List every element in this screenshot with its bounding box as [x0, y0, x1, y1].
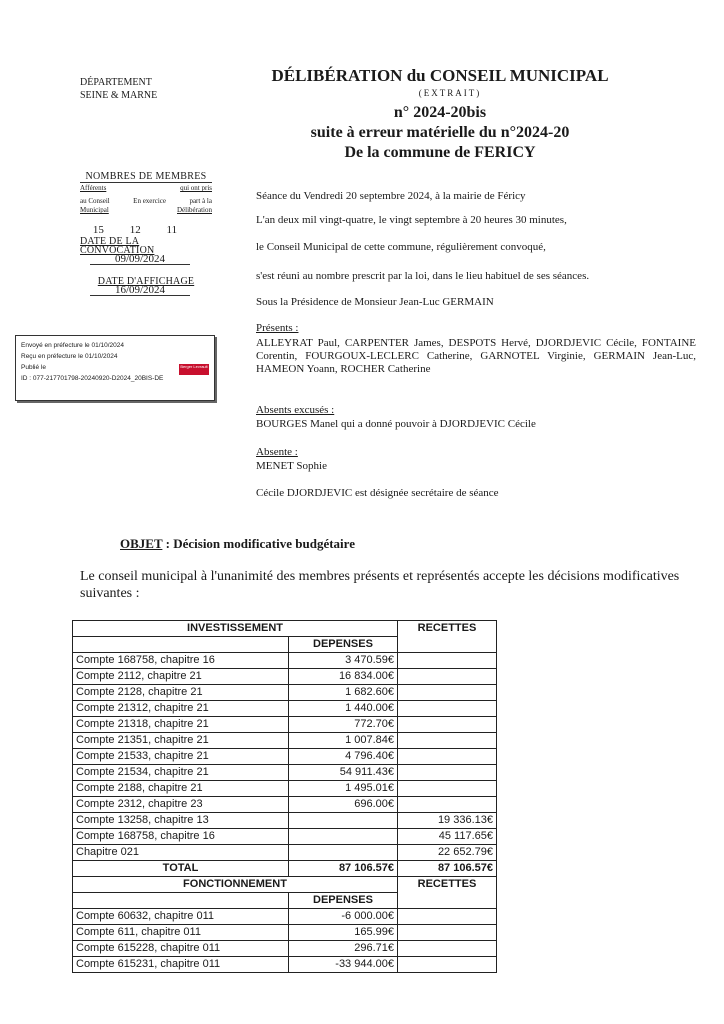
table-row	[73, 749, 497, 765]
recettes-cell	[398, 701, 497, 717]
compte-cell: Compte 21351, chapitre 21	[73, 733, 289, 749]
members-heading: NOMBRES DE MEMBRES	[80, 172, 212, 183]
depenses-cell: 772.70€	[289, 717, 398, 733]
sub-deliberation: Délibération	[177, 206, 212, 214]
absente-name: MENET Sophie	[256, 460, 327, 472]
seance-line: le Conseil Municipal de cette commune, régulièrement convoqué,	[256, 241, 546, 253]
recettes-cell	[398, 717, 497, 733]
total-depenses: 87 106.57€	[289, 861, 398, 877]
table-row	[73, 813, 497, 829]
absente-label: Absente :	[256, 446, 298, 458]
recettes-cell: 22 652.79€	[398, 845, 497, 861]
depenses-cell	[289, 845, 398, 861]
table-row	[73, 717, 497, 733]
count-votants: 11	[166, 224, 178, 236]
depenses-cell: 4 796.40€	[289, 749, 398, 765]
depenses-cell	[289, 829, 398, 845]
convocation-date: 09/09/2024	[90, 255, 190, 265]
investissement-heading: INVESTISSEMENT	[73, 621, 398, 637]
total-label: TOTAL	[73, 861, 289, 877]
department-name: SEINE & MARNE	[80, 90, 158, 101]
table-row	[73, 845, 497, 861]
investissement-recettes-header: RECETTES	[398, 621, 497, 653]
compte-cell: Compte 2128, chapitre 21	[73, 685, 289, 701]
compte-cell: Compte 2312, chapitre 23	[73, 797, 289, 813]
correction-note: suite à erreur matérielle du n°2024-20	[310, 124, 570, 141]
compte-cell: Compte 21312, chapitre 21	[73, 701, 289, 717]
commune-name: De la commune de FERICY	[344, 144, 536, 161]
table-row	[73, 797, 497, 813]
table-row	[73, 941, 497, 957]
budget-table-body	[73, 621, 497, 973]
compte-cell: Compte 21318, chapitre 21	[73, 717, 289, 733]
intro-paragraph: Le conseil municipal à l'unanimité des membres présents et représentés accepte les décisions modificatives suivantes :	[80, 569, 680, 601]
count-afferents: 15	[92, 224, 104, 236]
depenses-cell: 696.00€	[289, 797, 398, 813]
depenses-cell: 54 911.43€	[289, 765, 398, 781]
table-row	[73, 909, 497, 925]
compte-cell: Compte 60632, chapitre 011	[73, 909, 289, 925]
depenses-cell: -6 000.00€	[289, 909, 398, 925]
recettes-cell	[398, 909, 497, 925]
recettes-cell	[398, 941, 497, 957]
recettes-cell	[398, 925, 497, 941]
sub-en-exercice: En exercice	[133, 197, 167, 205]
berger-levrault-logo: Berger Levrault	[179, 364, 209, 375]
depenses-cell: 296.71€	[289, 941, 398, 957]
compte-cell: Compte 168758, chapitre 16	[73, 653, 289, 669]
depenses-cell: 1 007.84€	[289, 733, 398, 749]
investissement-depenses-header: DEPENSES	[289, 637, 398, 653]
objet-line	[120, 536, 355, 552]
recettes-cell	[398, 669, 497, 685]
seance-line: Sous la Présidence de Monsieur Jean-Luc GERMAIN	[256, 296, 494, 308]
sub-conseil: au Conseil	[80, 197, 110, 205]
fonctionnement-heading-row	[73, 877, 497, 893]
recettes-cell	[398, 749, 497, 765]
stamp-sent: Envoyé en préfecture le 01/10/2024	[21, 342, 124, 349]
fonctionnement-depenses-header: DEPENSES	[289, 893, 398, 909]
recettes-cell: 45 117.65€	[398, 829, 497, 845]
recettes-cell	[398, 765, 497, 781]
table-row	[73, 829, 497, 845]
members-block	[80, 172, 212, 296]
table-row	[73, 765, 497, 781]
department-line: DÉPARTEMENT	[80, 77, 152, 88]
convocation-label: DATE DE LA CONVOCATION	[80, 236, 155, 256]
depenses-cell: 1 440.00€	[289, 701, 398, 717]
depenses-cell: 1 682.60€	[289, 685, 398, 701]
compte-cell: Compte 168758, chapitre 16	[73, 829, 289, 845]
investissement-heading-row	[73, 621, 497, 637]
deliberation-number: n° 2024-20bis	[393, 104, 487, 121]
budget-table	[72, 620, 497, 973]
recettes-cell	[398, 781, 497, 797]
presents-label: Présents :	[256, 322, 299, 334]
compte-cell: Compte 13258, chapitre 13	[73, 813, 289, 829]
sub-municipal: Municipal	[80, 206, 109, 214]
affichage-date: 16/09/2024	[90, 286, 190, 296]
compte-cell: Compte 615228, chapitre 011	[73, 941, 289, 957]
recettes-cell: 19 336.13€	[398, 813, 497, 829]
compte-cell: Compte 615231, chapitre 011	[73, 957, 289, 973]
total-row	[73, 861, 497, 877]
absents-excuses-label: Absents excusés :	[256, 404, 335, 416]
table-row	[73, 957, 497, 973]
col-afferents: Afférents	[80, 184, 107, 192]
seance-line: s'est réuni au nombre prescrit par la loi, dans le lieu habituel de ses séances.	[256, 270, 590, 282]
table-row	[73, 685, 497, 701]
depenses-cell: 3 470.59€	[289, 653, 398, 669]
compte-cell: Compte 2188, chapitre 21	[73, 781, 289, 797]
recettes-cell	[398, 653, 497, 669]
depenses-cell: 16 834.00€	[289, 669, 398, 685]
recettes-cell	[398, 797, 497, 813]
empty-cell	[73, 637, 289, 653]
secretaire-line: Cécile DJORDJEVIC est désignée secrétaire de séance	[256, 487, 499, 499]
depenses-cell: 165.99€	[289, 925, 398, 941]
table-row	[73, 733, 497, 749]
depenses-cell	[289, 813, 398, 829]
depenses-cell: -33 944.00€	[289, 957, 398, 973]
compte-cell: Compte 21534, chapitre 21	[73, 765, 289, 781]
compte-cell: Compte 611, chapitre 011	[73, 925, 289, 941]
total-recettes: 87 106.57€	[398, 861, 497, 877]
recettes-cell	[398, 685, 497, 701]
member-counts	[80, 226, 190, 235]
compte-cell: Chapitre 021	[73, 845, 289, 861]
objet-label: OBJET	[120, 536, 163, 551]
depenses-cell: 1 495.01€	[289, 781, 398, 797]
table-row	[73, 701, 497, 717]
fonctionnement-recettes-header: RECETTES	[398, 877, 497, 909]
stamp-id: ID : 077-217701798-20240920-D2024_20BIS-DE	[21, 375, 164, 382]
sub-part: part à la	[189, 197, 212, 205]
objet-text: : Décision modificative budgétaire	[162, 536, 355, 551]
seance-line: L'an deux mil vingt-quatre, le vingt septembre à 20 heures 30 minutes,	[256, 214, 567, 226]
table-row	[73, 669, 497, 685]
empty-cell	[73, 893, 289, 909]
document-title: DÉLIBÉRATION du CONSEIL MUNICIPAL	[271, 66, 609, 85]
stamp-received: Reçu en préfecture le 01/10/2024	[21, 353, 118, 360]
fonctionnement-heading: FONCTIONNEMENT	[73, 877, 398, 893]
prefecture-stamp	[15, 335, 215, 401]
department-block	[80, 76, 157, 102]
table-row	[73, 925, 497, 941]
recettes-cell	[398, 957, 497, 973]
col-qui-ont-pris: qui ont pris	[180, 184, 212, 192]
compte-cell: Compte 21533, chapitre 21	[73, 749, 289, 765]
table-row	[73, 781, 497, 797]
affichage-label: DATE D'AFFICHAGE	[97, 276, 195, 287]
absents-excuses-list: BOURGES Manel qui a donné pouvoir à DJORDJEVIC Cécile	[256, 418, 536, 430]
compte-cell: Compte 2112, chapitre 21	[73, 669, 289, 685]
seance-line: Séance du Vendredi 20 septembre 2024, à la mairie de Féricy	[256, 190, 526, 202]
extrait-label: (EXTRAIT)	[418, 88, 482, 98]
stamp-published: Publié le	[21, 364, 46, 371]
table-row	[73, 653, 497, 669]
recettes-cell	[398, 733, 497, 749]
count-en-exercice: 12	[129, 224, 141, 236]
presents-list: ALLEYRAT Paul, CARPENTER James, DESPOTS Hervé, DJORDJEVIC Cécile, FONTAINE Corentin, FOURGOUX-LECLERC Catherine, GARNOTEL Virginie, GERMAIN Jean-Luc, HAMEON Yoann, ROCHER Catherine	[256, 337, 696, 375]
